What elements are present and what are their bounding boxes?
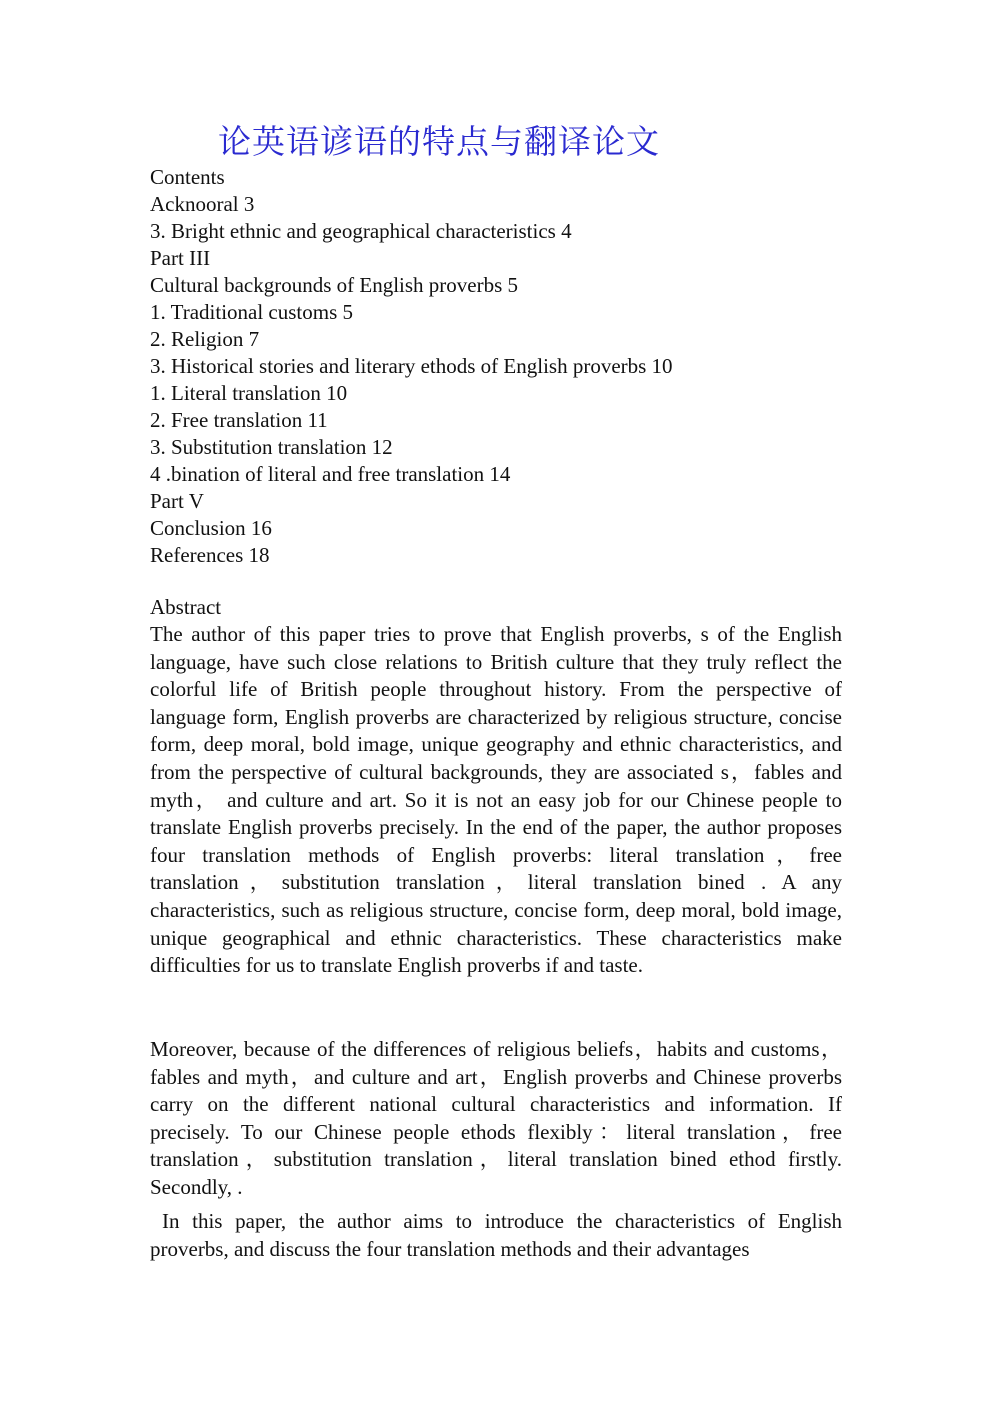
document-title: 论英语谚语的特点与翻译论文 bbox=[218, 122, 660, 161]
toc-item: 3. Bright ethnic and geographical characteristics 4 bbox=[150, 219, 572, 243]
abstract-paragraph: In this paper, the author aims to introduce the characteristics of English proverbs, and discuss the four translation methods and their advantages bbox=[150, 1209, 842, 1261]
toc-item: Part V bbox=[150, 489, 204, 513]
abstract-heading: Abstract bbox=[150, 595, 222, 619]
toc-item: Part III bbox=[150, 246, 211, 270]
toc-item: 1. Traditional customs 5 bbox=[150, 300, 354, 324]
toc-item: 4 .bination of literal and free translation 14 bbox=[150, 462, 511, 486]
abstract-paragraph: Moreover, because of the differences of religious beliefs，habits and customs， fables and myth，and culture and art，English proverbs and Chinese proverbs carry on the different national cultural characteristics and information. If precisely. To our Chinese people ethods flexibly：literal translation，free translation，substitution translation，literal translation bined ethod firstly. Secondly, . bbox=[150, 1037, 842, 1199]
contents-heading: Contents bbox=[150, 165, 225, 189]
toc-item: 3. Historical stories and literary ethods of English proverbs 10 bbox=[150, 354, 673, 378]
toc-item: 3. Substitution translation 12 bbox=[150, 435, 393, 459]
toc-item: 2. Free translation 11 bbox=[150, 408, 328, 432]
toc-item: Cultural backgrounds of English proverbs 5 bbox=[150, 273, 519, 297]
toc-item: 2. Religion 7 bbox=[150, 327, 260, 351]
toc-item: Acknooral 3 bbox=[150, 192, 255, 216]
abstract-paragraph: The author of this paper tries to prove that English proverbs, s of the English language, have such close relations to British culture that they truly reflect the colorful life of British people throughout history. From the perspective of language form, English proverbs are characterized by religious structure, concise form, deep moral, bold image, unique geography and ethnic characteristics, and from the perspective of cultural backgrounds, they are associated s，fables and myth， and culture and art. So it is not an easy job for our Chinese people to translate English proverbs precisely. In the end of the paper, the author proposes four translation methods of English proverbs: literal translation，free translation，substitution translation，literal translation bined . A any characteristics, such as religious structure, concise form, deep moral, bold image, unique geographical and ethnic characteristics. These characteristics make difficulties for us to translate English proverbs if and taste. bbox=[150, 622, 842, 978]
toc-item: 1. Literal translation 10 bbox=[150, 381, 348, 405]
toc-item: References 18 bbox=[150, 543, 270, 567]
toc-item: Conclusion 16 bbox=[150, 516, 272, 540]
table-of-contents bbox=[150, 164, 850, 569]
